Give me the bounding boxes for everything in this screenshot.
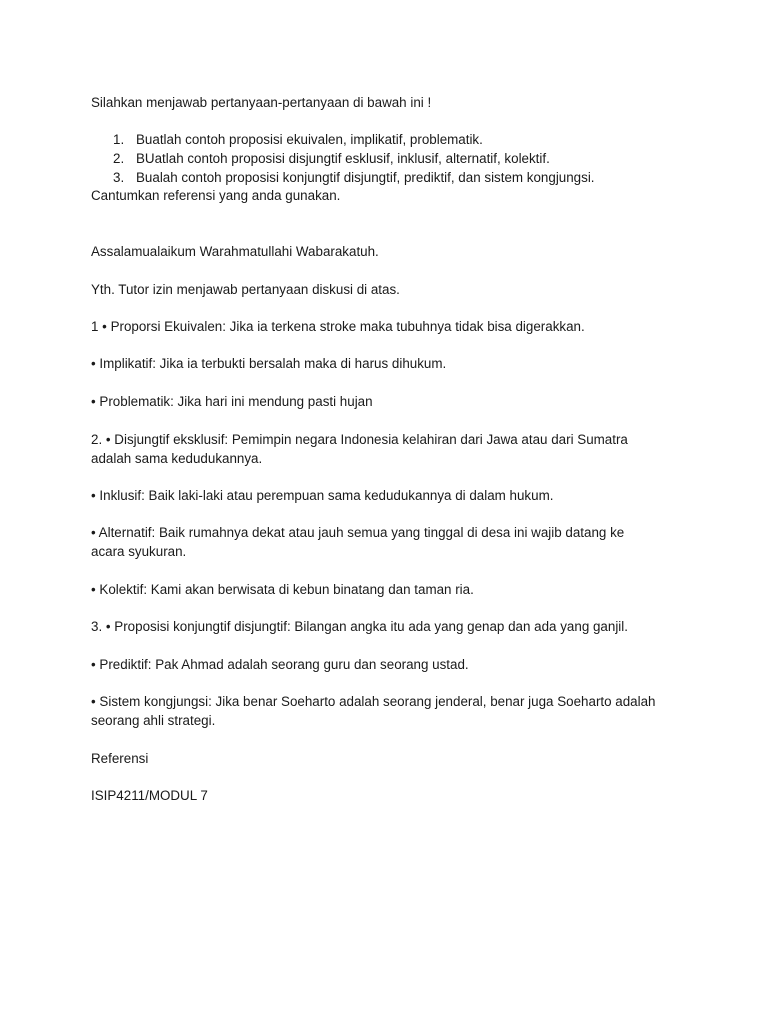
answer-eksklusif-line-2: adalah sama kedudukannya. bbox=[91, 451, 263, 466]
greeting: Assalamualaikum Warahmatullahi Wabarakatuh. bbox=[91, 244, 379, 259]
opening-line: Yth. Tutor izin menjawab pertanyaan diskusi di atas. bbox=[91, 282, 400, 297]
question-item-2 bbox=[113, 149, 693, 168]
reference-note: Cantumkan referensi yang anda gunakan. bbox=[91, 188, 341, 203]
question-text: Bualah contoh proposisi konjungtif disjungtif, prediktif, dan sistem kongjungsi. bbox=[136, 170, 595, 185]
question-number: 2. bbox=[113, 151, 125, 166]
answer-konjungtif: 3. • Proposisi konjungtif disjungtif: Bilangan angka itu ada yang genap dan ada yang ganjil. bbox=[91, 619, 628, 634]
answer-eksklusif-line-1: 2. • Disjungtif eksklusif: Pemimpin negara Indonesia kelahiran dari Jawa atau dari Sumatra bbox=[91, 432, 628, 447]
answer-problematik: • Problematik: Jika hari ini mendung pasti hujan bbox=[91, 394, 373, 409]
question-number: 3. bbox=[113, 170, 125, 185]
answer-implikatif: • Implikatif: Jika ia terbukti bersalah maka di harus dihukum. bbox=[91, 356, 447, 371]
answer-sistem-line-2: seorang ahli strategi. bbox=[91, 713, 216, 728]
answer-alternatif-line-2: acara syukuran. bbox=[91, 544, 187, 559]
reference-value: ISIP4211/MODUL 7 bbox=[91, 788, 208, 803]
question-item-3 bbox=[113, 168, 693, 187]
question-number: 1. bbox=[113, 132, 125, 147]
answer-kolektif: • Kolektif: Kami akan berwisata di kebun binatang dan taman ria. bbox=[91, 582, 474, 597]
answer-alternatif-line-1: • Alternatif: Baik rumahnya dekat atau jauh semua yang tinggal di desa ini wajib datang ke bbox=[91, 525, 625, 540]
answer-ekuivalen: 1 • Proporsi Ekuivalen: Jika ia terkena stroke maka tubuhnya tidak bisa digerakkan. bbox=[91, 319, 585, 334]
answer-prediktif: • Prediktif: Pak Ahmad adalah seorang guru dan seorang ustad. bbox=[91, 657, 469, 672]
question-text: BUatlah contoh proposisi disjungtif esklusif, inklusif, alternatif, kolektif. bbox=[136, 151, 550, 166]
instructions-intro: Silahkan menjawab pertanyaan-pertanyaan di bawah ini ! bbox=[91, 95, 432, 110]
answer-sistem-line-1: • Sistem kongjungsi: Jika benar Soeharto adalah seorang jenderal, benar juga Soeharto adalah bbox=[91, 694, 656, 709]
reference-heading: Referensi bbox=[91, 751, 149, 766]
question-item-1 bbox=[113, 130, 693, 149]
question-text: Buatlah contoh proposisi ekuivalen, implikatif, problematik. bbox=[136, 132, 483, 147]
answer-inklusif: • Inklusif: Baik laki-laki atau perempuan sama kedudukannya di dalam hukum. bbox=[91, 488, 554, 503]
